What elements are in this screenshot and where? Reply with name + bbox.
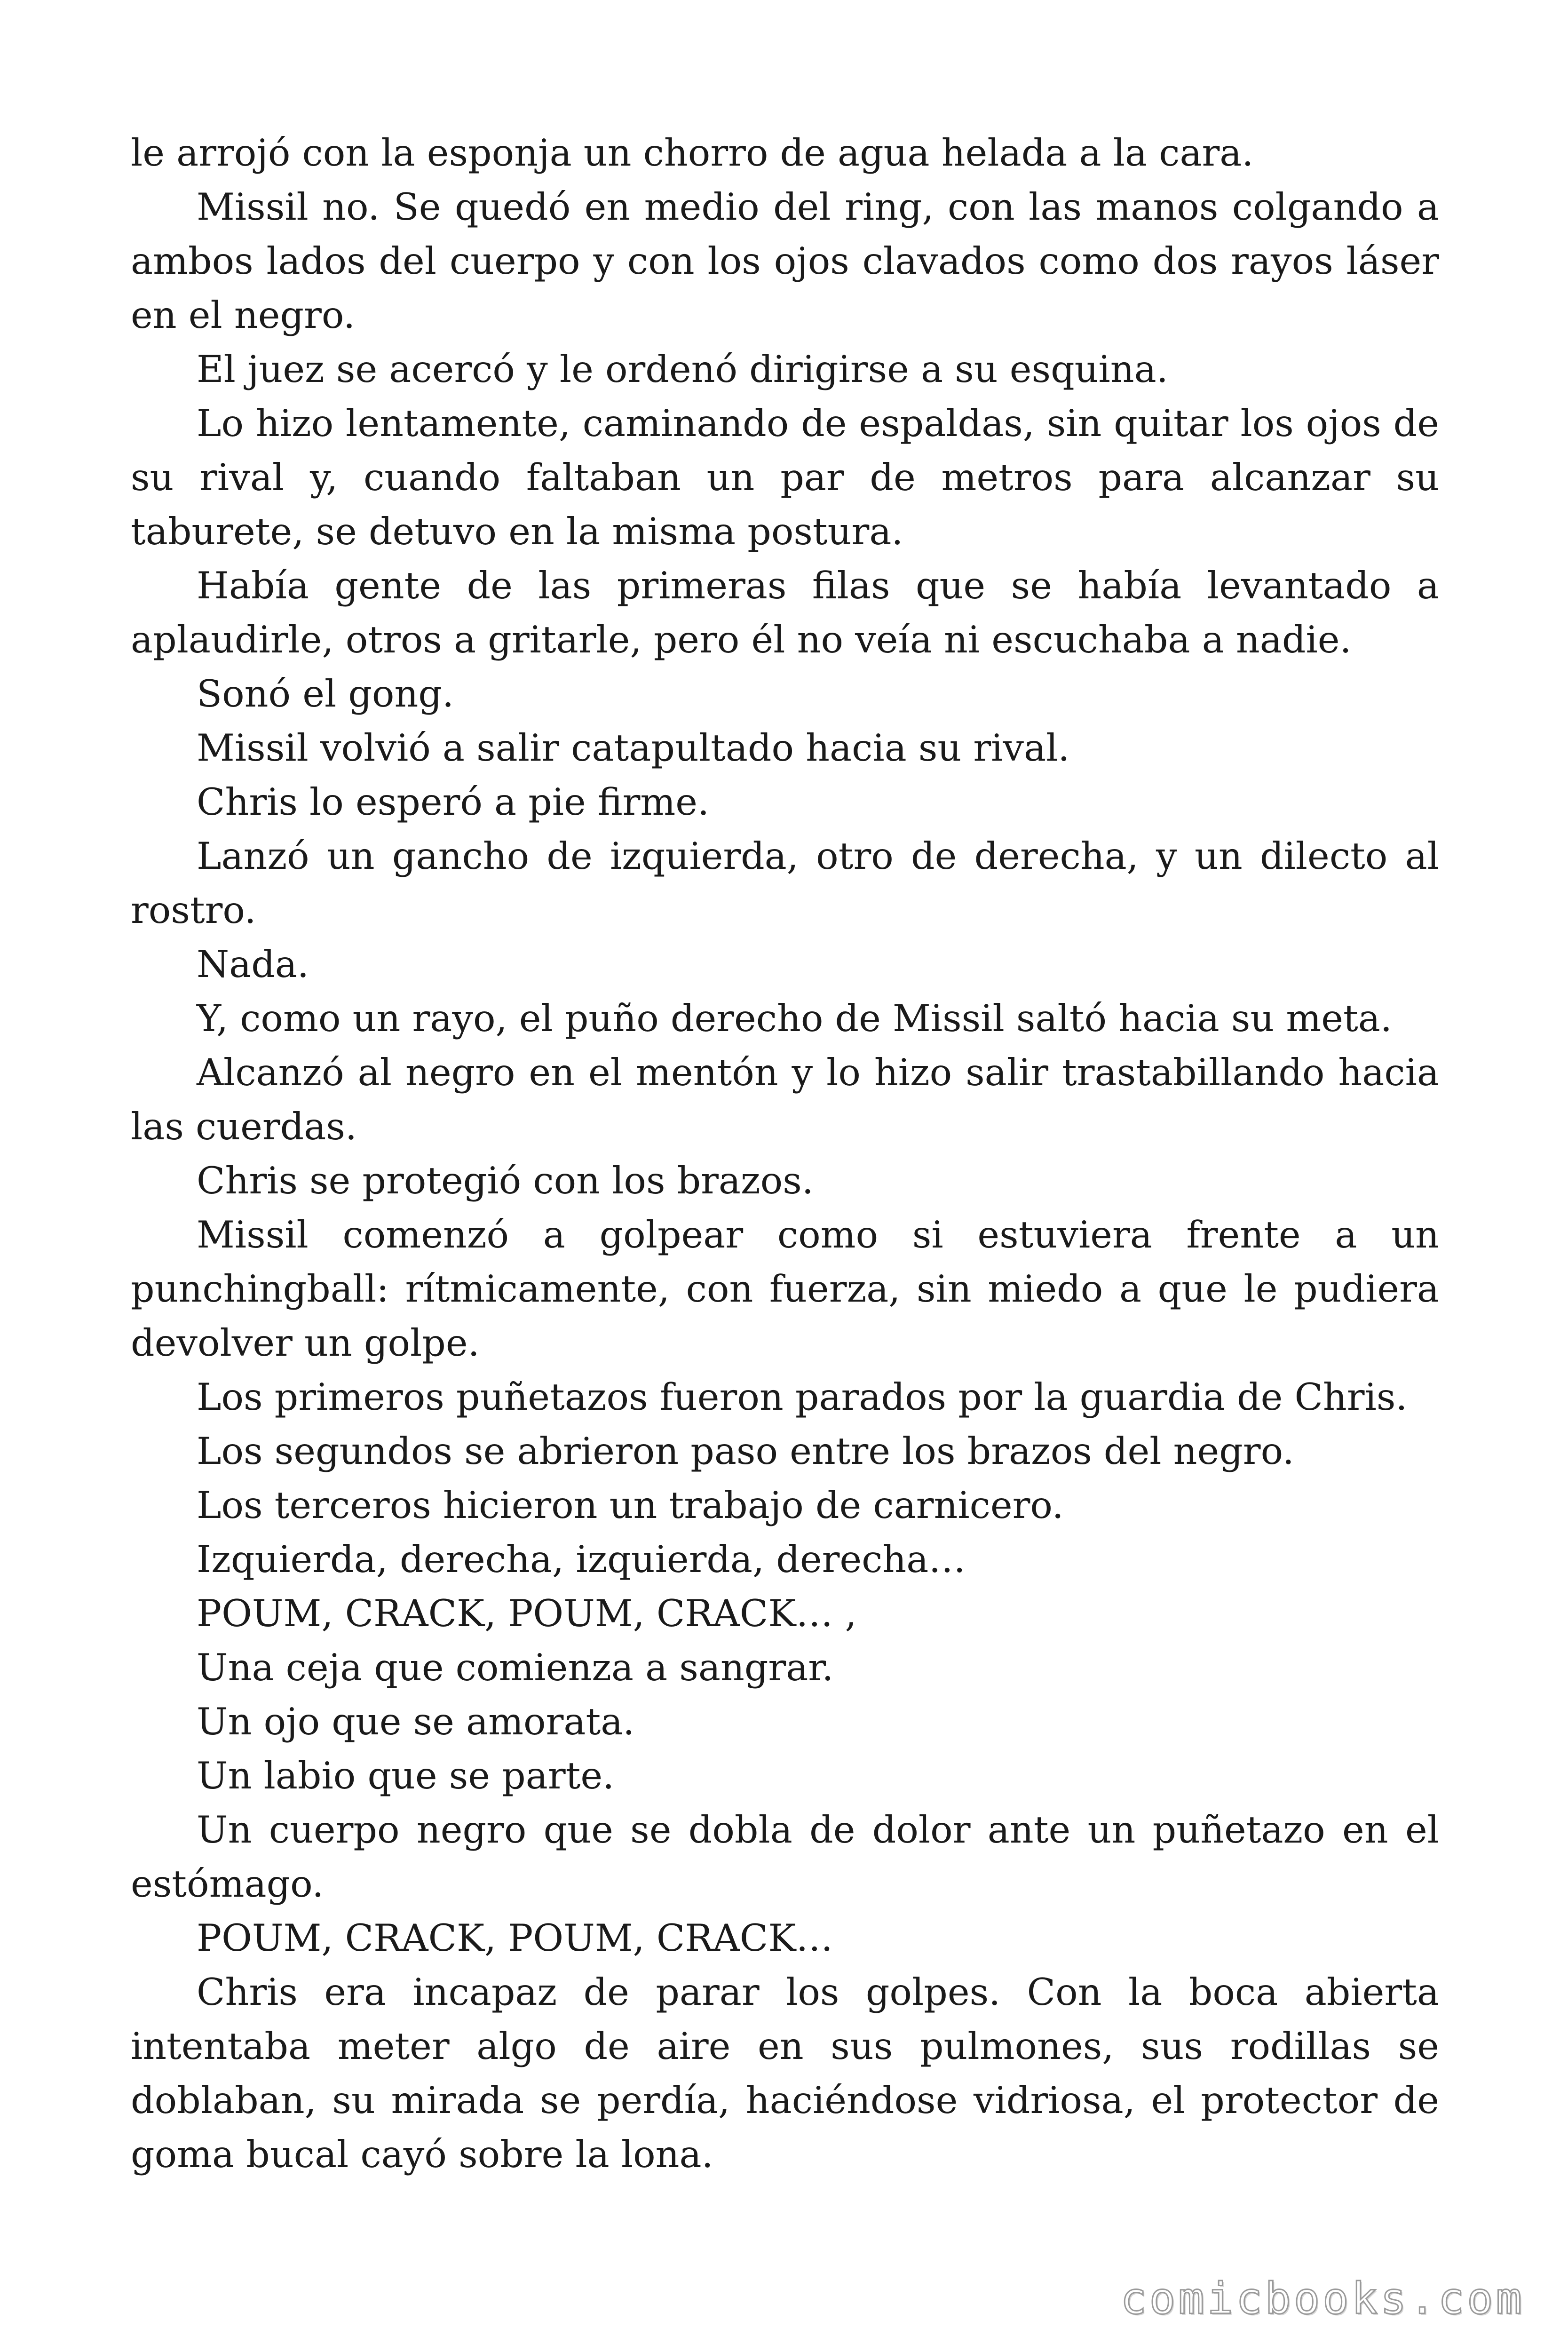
paragraph: Nada. <box>197 943 309 986</box>
paragraph: Missil comenzó a golpear como si estuviera frente a un punchingball: rítmicamente, con fuerza, sin miedo a que le pudiera devolver un golpe. <box>131 1213 1439 1365</box>
paragraph: POUM, CRACK, POUM, CRACK… , <box>197 1592 857 1635</box>
paragraph: Chris se protegió con los brazos. <box>197 1159 814 1202</box>
paragraph: Un labio que se parte. <box>197 1754 615 1797</box>
paragraph: Los primeros puñetazos fueron parados por la guardia de Chris. <box>197 1375 1408 1419</box>
paragraph: POUM, CRACK, POUM, CRACK… <box>197 1916 833 1960</box>
paragraph: Sonó el gong. <box>197 672 454 715</box>
paragraph: Missil volvió a salir catapultado hacia su rival. <box>197 726 1070 770</box>
paragraph: Los terceros hicieron un trabajo de carnicero. <box>197 1484 1064 1527</box>
body-text <box>131 126 1439 2182</box>
paragraph: Un ojo que se amorata. <box>197 1700 635 1743</box>
paragraph: Chris era incapaz de parar los golpes. Con la boca abierta intentaba meter algo de aire en sus pulmones, sus rodillas se doblaban, su mirada se perdía, haciéndose vidriosa, el protector de goma bucal cayó sobre la lona. <box>131 1971 1439 2176</box>
watermark-logo: comicbooks.com <box>1120 2273 1525 2324</box>
paragraph: Un cuerpo negro que se dobla de dolor ante un puñetazo en el estómago. <box>131 1808 1439 1906</box>
paragraph: Chris lo esperó a pie firme. <box>197 780 710 824</box>
paragraph: Había gente de las primeras filas que se había levantado a aplaudirle, otros a gritarle, pero él no veía ni escuchaba a nadie. <box>131 564 1439 661</box>
paragraph: Missil no. Se quedó en medio del ring, con las manos colgando a ambos lados del cuerpo y con los ojos clavados como dos rayos láser en el negro. <box>131 185 1439 337</box>
paragraph: le arrojó con la esponja un chorro de agua helada a la cara. <box>131 131 1254 175</box>
paragraph: El juez se acercó y le ordenó dirigirse a su esquina. <box>197 348 1168 391</box>
paragraph: Alcanzó al negro en el mentón y lo hizo salir trastabillando hacia las cuerdas. <box>131 1051 1439 1148</box>
paragraph: Lo hizo lentamente, caminando de espaldas, sin quitar los ojos de su rival y, cuando faltaban un par de metros para alcanzar su taburete, se detuvo en la misma postura. <box>131 402 1439 553</box>
paragraph: Y, como un rayo, el puño derecho de Missil saltó hacia su meta. <box>197 997 1393 1040</box>
paragraph: Izquierda, derecha, izquierda, derecha… <box>197 1538 966 1581</box>
paragraph: Los segundos se abrieron paso entre los brazos del negro. <box>197 1430 1294 1473</box>
paragraph: Una ceja que comienza a sangrar. <box>197 1646 834 1689</box>
paragraph: Lanzó un gancho de izquierda, otro de derecha, y un dilecto al rostro. <box>131 834 1439 932</box>
